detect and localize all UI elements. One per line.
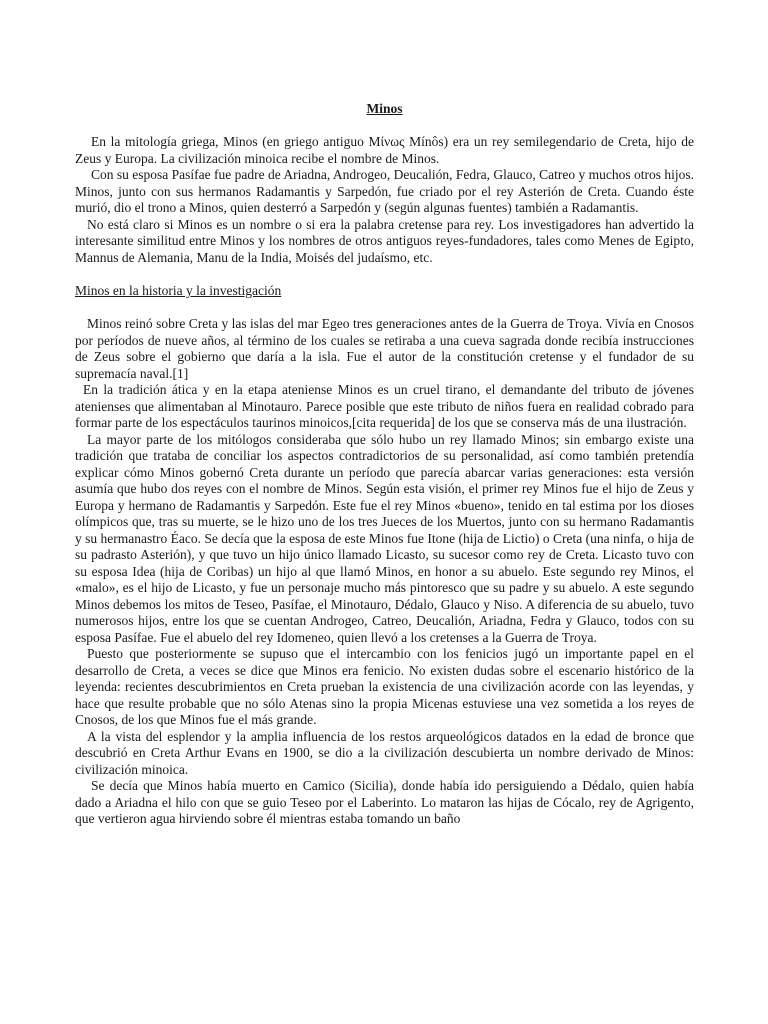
intro-paragraph: Con su esposa Pasífae fue padre de Ariadna, Androgeo, Deucalión, Fedra, Glauco, Catreo y muchos otros hijos. Minos, junto con sus hermanos Radamantis y Sarpedón, fue criado por el rey Asterión de Creta. Cuando éste murió, dio el trono a Minos, quien desterró a Sarpedón y (según algunas fuentes) también a Radamantis.	[75, 167, 694, 215]
page-title: Minos	[366, 101, 403, 116]
section-paragraph: A la vista del esplendor y la amplia influencia de los restos arqueológicos datados en la edad de bronce que descubrió en Creta Arthur Evans en 1900, se dio a la civilización descubierta un nombre derivado de Minos: civilización minoica.	[75, 728, 694, 777]
intro-paragraph: No está claro si Minos es un nombre o si era la palabra cretense para rey. Los investigadores han advertido la interesante similitud entre Minos y los nombres de otros antiguos reyes-fundadores, tales como Menes de Egipto, Mannus de Alemania, Manu de la India, Moisés del judaísmo, etc.	[75, 216, 694, 265]
section-paragraph: En la tradición ática y en la etapa ateniense Minos es un cruel tirano, el demandante del tributo de jóvenes atenienses que alimentaban al Minotauro. Parece posible que este tributo de niños fuera en realidad cobrado para formar parte de los espectáculos taurinos minoicos,[cita requerida] de los que se conserva más de una ilustración.	[75, 382, 694, 430]
section-heading: Minos en la historia y la investigación	[75, 283, 282, 298]
section-paragraph: Puesto que posteriormente se supuso que el intercambio con los fenicios jugó un importante papel en el desarrollo de Creta, a veces se dice que Minos era fenicio. No existen dudas sobre el escenario histórico de la leyenda: recientes descubrimientos en Creta prueban la existencia de una civilización acorde con las leyendas, y hace que resulte probable que no sólo Atenas sino la propia Micenas estuviese una vez sometida a los reyes de Cnosos, de los que Minos fue el más grande.	[75, 646, 694, 727]
section-paragraph: La mayor parte de los mitólogos consideraba que sólo hubo un rey llamado Minos; sin embargo existe una tradición que trataba de conciliar los aspectos contradictorios de su personalidad, así como también pretendía explicar cómo Minos gobernó Creta durante un período que parecía abarcar varias generaciones: esta versión asumía que hubo dos reyes con el nombre de Minos. Según esta visión, el primer rey Minos fue el hijo de Zeus y Europa y hermano de Radamantis y Sarpedón. Este fue el rey Minos «bueno», tenido en tal estima por los dioses olímpicos que, tras su muerte, se le hizo uno de los tres Jueces de los Muertos, junto con su hermano Radamantis y su hermanastro Éaco. Se decía que la esposa de este Minos fue Itone (hija de Lictio) o Creta (una ninfa, o hija de su padrasto Asterión), y que tuvo un hijo único llamado Licasto, su sucesor como rey de Creta. Licasto tuvo con su esposa Idea (hija de Coribas) un hijo al que llamó Minos, en honor a su abuelo. Este segundo rey Minos, el «malo», es el hijo de Licasto, y fue un personaje mucho más pintoresco que su padre y su abuelo. A este segundo Minos debemos los mitos de Teseo, Pasífae, el Minotauro, Dédalo, Glauco y Niso. A diferencia de su abuelo, tuvo numerosos hijos, entre los que se cuentan Androgeo, Catreo, Deucalión, Ariadna, Fedra y Glauco, todos con su esposa Pasífae. Fue el abuelo del rey Idomeneo, quien llevó a los cretenses a la Guerra de Troya.	[75, 431, 694, 645]
section-paragraph: Minos reinó sobre Creta y las islas del mar Egeo tres generaciones antes de la Guerra de Troya. Vivía en Cnosos por períodos de nueve años, al término de los cuales se retiraba a una cueva sagrada donde recibía instrucciones de Zeus sobre el gobierno que daría a la isla. Fue el autor de la constitución cretense y el fundador de su supremacía naval.[1]	[75, 316, 694, 381]
document-page	[75, 100, 694, 828]
section-paragraph: Se decía que Minos había muerto en Camico (Sicilia), donde había ido persiguiendo a Dédalo, quien había dado a Ariadna el hilo con que se guio Teseo por el Laberinto. Lo mataron las hijas de Cócalo, rey de Agrigento, que vertieron agua hirviendo sobre él mientras estaba tomando un baño	[75, 778, 694, 826]
intro-paragraph: En la mitología griega, Minos (en griego antiguo Μίνως Mínôs) era un rey semilegendario de Creta, hijo de Zeus y Europa. La civilización minoica recibe el nombre de Minos.	[75, 134, 694, 166]
